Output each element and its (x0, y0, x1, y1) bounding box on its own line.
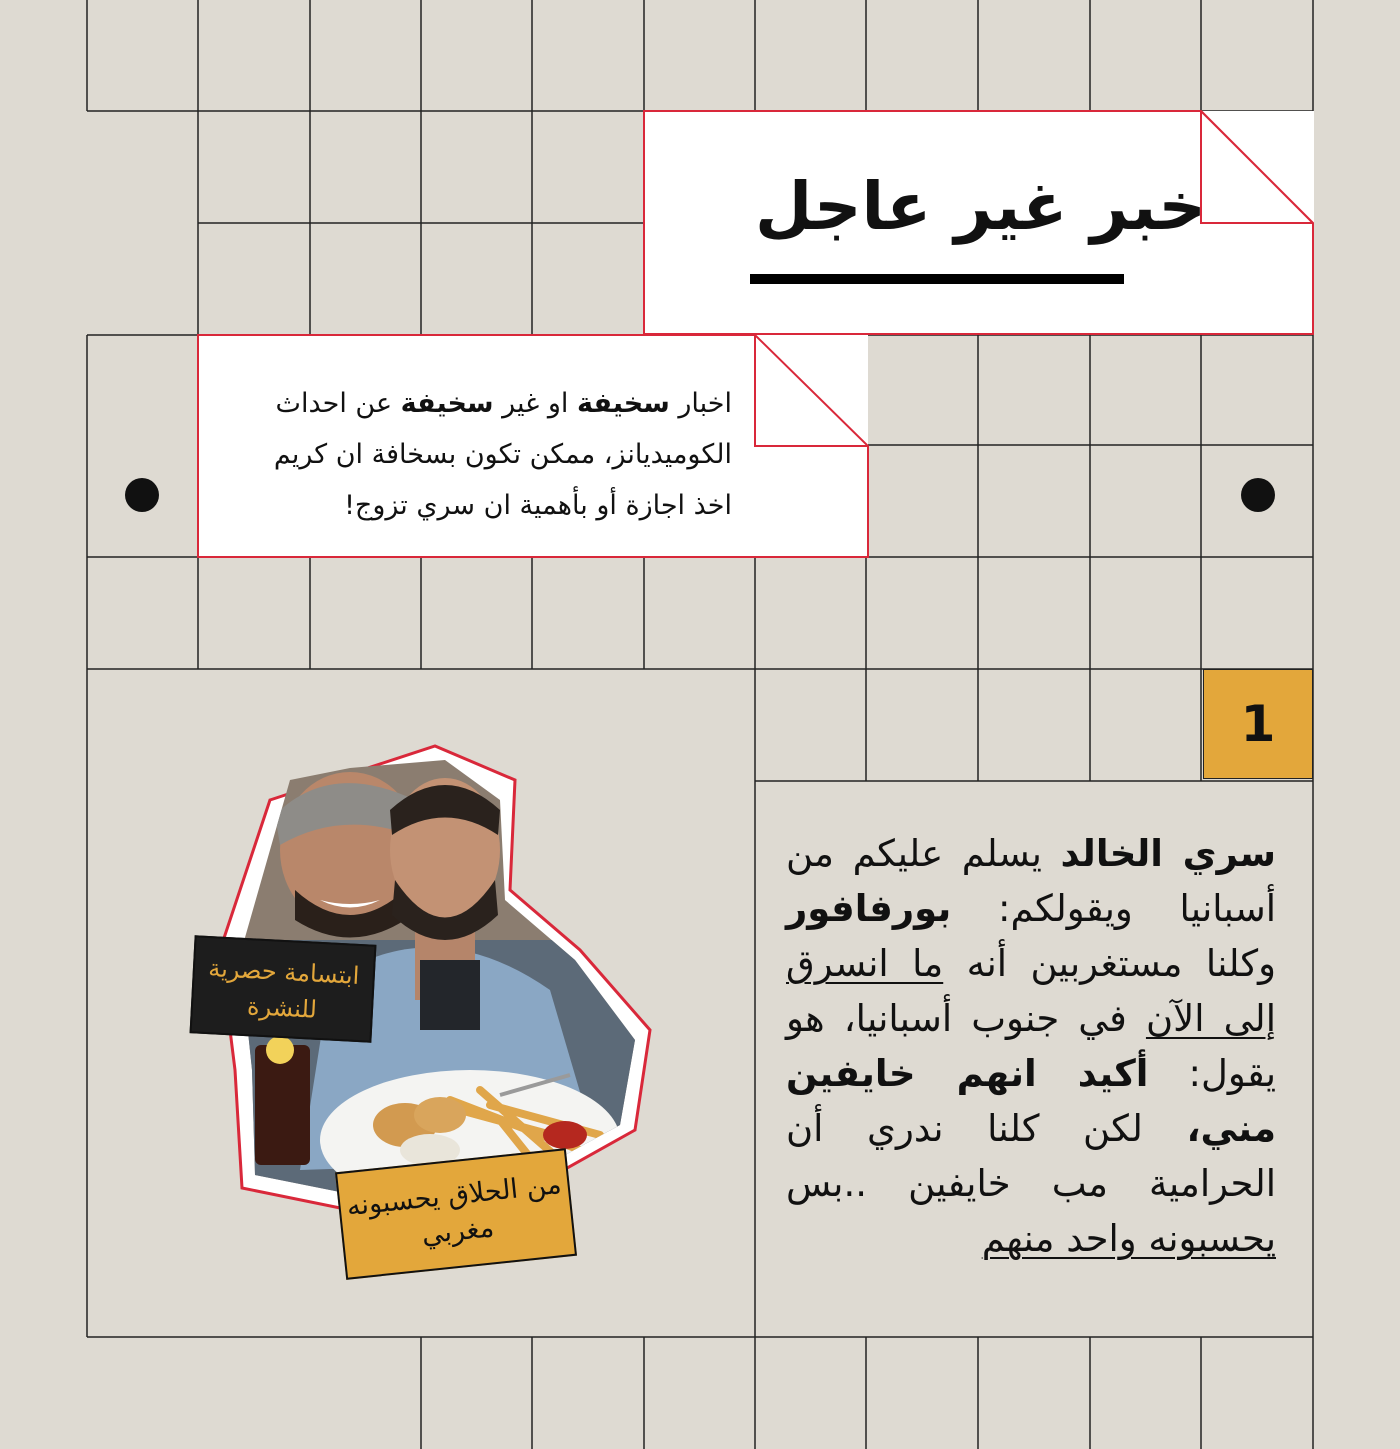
story-underline-1: ما انسرق إلى الآن (786, 942, 1276, 1040)
story-t1: يسلم عليكم من أسبانيا ويقولكم: (786, 832, 1276, 930)
story-t3: في جنوب أسبانيا، هو يقول: (786, 997, 1276, 1095)
story-t2: وكلنا مستغربين أنه (943, 942, 1276, 985)
caption-barber: من الحلاق يحسبونه مغربي (335, 1148, 577, 1280)
intro-bold2: سخيفة (400, 388, 494, 419)
intro-part2: او غير (493, 388, 577, 419)
title-bold: غير عاجل (755, 168, 1068, 245)
story-underline-2: يحسبونه واحد منهم (981, 1217, 1276, 1260)
intro-text (232, 378, 732, 531)
bullet-dot-right (1241, 478, 1275, 512)
item-number-badge: 1 (1203, 669, 1313, 779)
story-text (786, 826, 1276, 1266)
story-name: سري الخالد (1060, 832, 1276, 875)
story-t4: لكن كلنا ندري أن الحرامية مب خايفين ..بس (786, 1107, 1276, 1205)
intro-part3: عن احداث الكوميديانز، ممكن تكون بسخافة ان كريم اخذ اجازة أو بأهمية ان سري تزوج! (273, 388, 732, 521)
intro-bold1: سخيفة (576, 388, 670, 419)
title-regular: خبر (1090, 168, 1206, 245)
intro-part1: اخبار (669, 388, 732, 419)
story-quote: أكيد انهم خايفين مني، (786, 1052, 1276, 1150)
bullet-dot-left (125, 478, 159, 512)
caption-smile: ابتسامة حصرية للنشرة (190, 935, 377, 1042)
story-bold-word: بورفافور (786, 887, 952, 930)
